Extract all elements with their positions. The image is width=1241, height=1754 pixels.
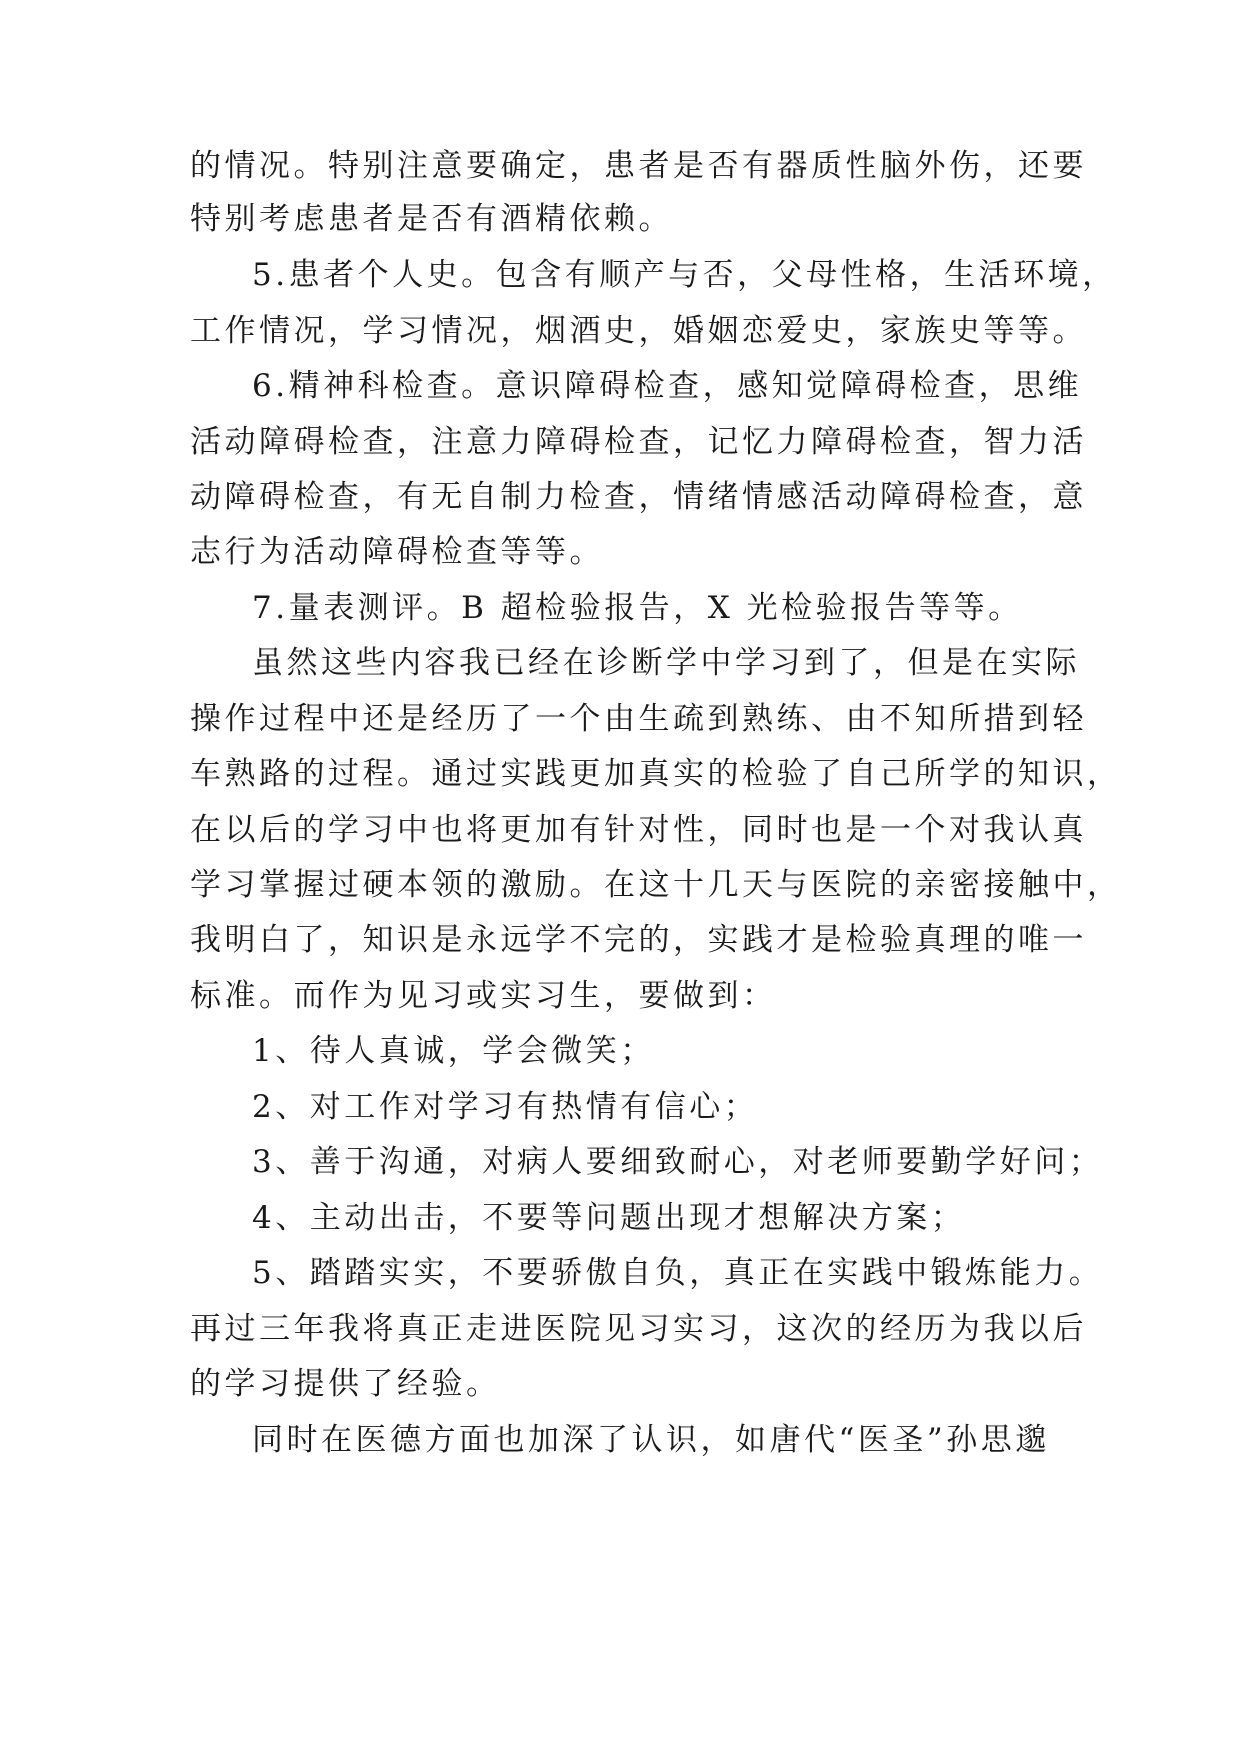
text-line: 车熟路的过程。通过实践更加真实的检验了自己所学的知识， xyxy=(190,756,1122,792)
text-line: 再过三年我将真正走进医院见习实习，这次的经历为我以后 xyxy=(190,1311,1087,1347)
text-line: 同时在医德方面也加深了认识，如唐代“医圣”孙思邈 xyxy=(252,1422,1050,1458)
text-line: 4、主动出击，不要等问题出现才想解决方案； xyxy=(252,1200,966,1236)
text-line: 5.患者个人史。包含有顺产与否，父母性格，生活环境， xyxy=(252,257,1117,293)
text-line: 在以后的学习中也将更加有针对性，同时也是一个对我认真 xyxy=(190,812,1087,848)
text-line: 的学习提供了经验。 xyxy=(190,1366,501,1402)
text-line: 志行为活动障碍检查等等。 xyxy=(190,534,604,570)
text-line: 7.量表测评。B 超检验报告，X 光检验报告等等。 xyxy=(252,590,1023,626)
text-line: 学习掌握过硬本领的激励。在这十几天与医院的亲密接触中， xyxy=(190,867,1122,903)
text-line: 活动障碍检查，注意力障碍检查，记忆力障碍检查，智力活 xyxy=(190,424,1087,460)
text-line: 的情况。特别注意要确定，患者是否有器质性脑外伤，还要 xyxy=(190,148,1087,184)
text-line: 2、对工作对学习有热情有信心； xyxy=(252,1089,759,1125)
text-line: 工作情况，学习情况，烟酒史，婚姻恋爱史，家族史等等。 xyxy=(190,313,1087,349)
text-line: 标准。而作为见习或实习生，要做到： xyxy=(190,978,777,1014)
text-line: 1、待人真诚，学会微笑； xyxy=(252,1033,655,1069)
text-line: 虽然这些内容我已经在诊断学中学习到了，但是在实际 xyxy=(252,645,1080,681)
text-line: 我明白了，知识是永远学不完的，实践才是检验真理的唯一 xyxy=(190,922,1087,958)
text-line: 动障碍检查，有无自制力检查，情绪情感活动障碍检查，意 xyxy=(190,479,1087,515)
text-line: 6.精神科检查。意识障碍检查，感知觉障碍检查，思维 xyxy=(252,368,1083,404)
text-line: 3、善于沟通，对病人要细致耐心，对老师要勤学好问； xyxy=(252,1144,1104,1180)
text-line: 5、踏踏实实，不要骄傲自负，真正在实践中锻炼能力。 xyxy=(252,1255,1104,1291)
text-line: 操作过程中还是经历了一个由生疏到熟练、由不知所措到轻 xyxy=(190,701,1087,737)
text-line: 特别考虑患者是否有酒精依赖。 xyxy=(190,201,673,237)
